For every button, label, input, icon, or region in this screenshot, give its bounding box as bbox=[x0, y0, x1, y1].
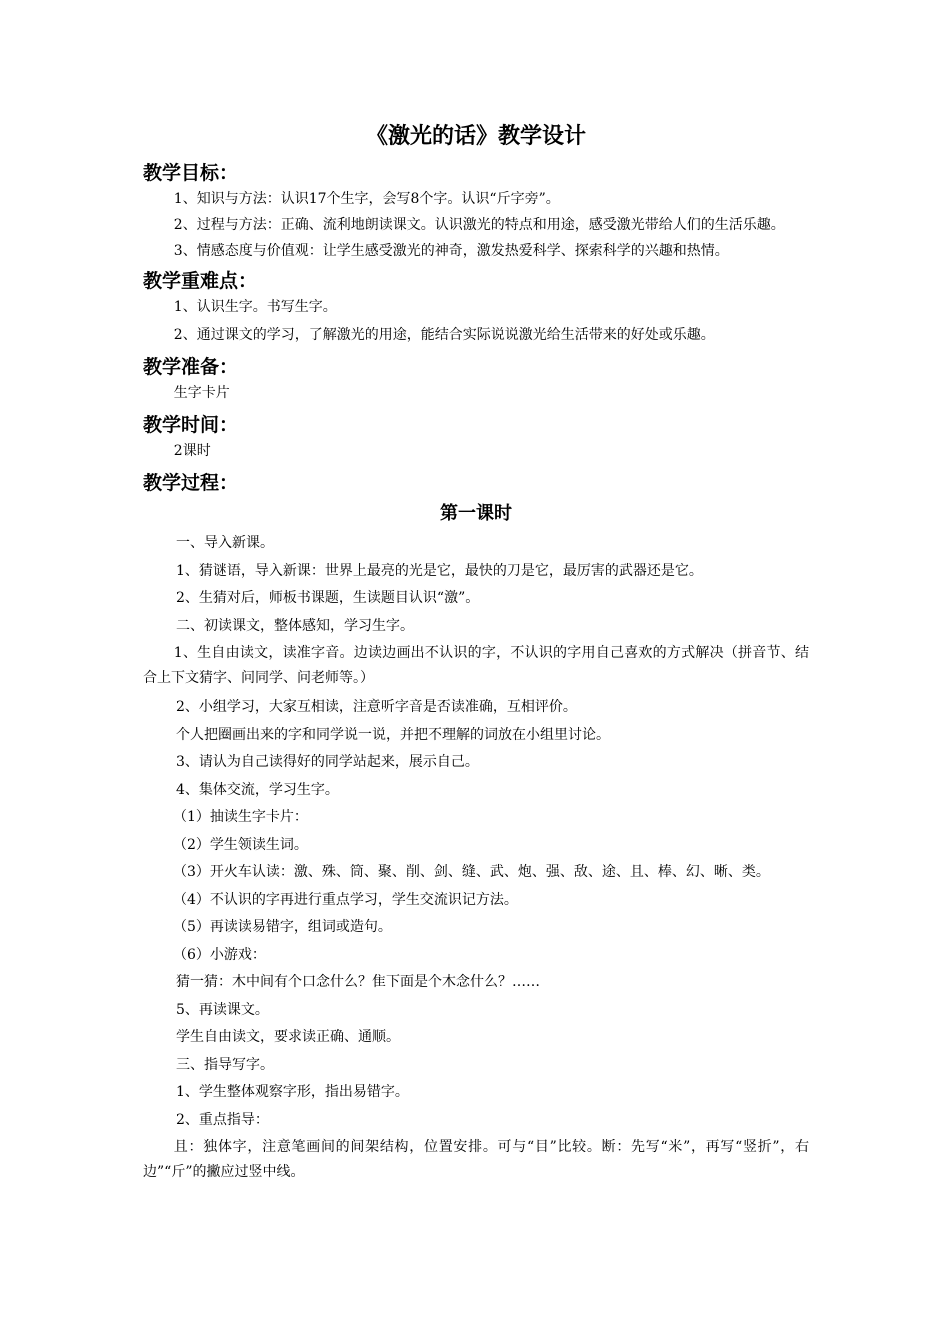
process-line: 3、请认为自己读得好的同学站起来，展示自己。 bbox=[176, 754, 479, 770]
preparation-text: 生字卡片 bbox=[173, 385, 230, 401]
process-line: （4）不认识的字再进行重点学习，学生交流识记方法。 bbox=[173, 891, 518, 908]
process-line: 2、小组学习，大家互相读，注意听字音是否读准确，互相评价。 bbox=[176, 699, 577, 715]
preparation-heading: 教学准备： bbox=[143, 356, 239, 378]
process-line: （5）再读读易错字，组词或造句。 bbox=[173, 919, 392, 935]
process-line: （6）小游戏： bbox=[173, 946, 266, 963]
goals-heading: 教学目标： bbox=[143, 162, 239, 184]
process-line: 2、生猜对后，师板书课题，生读题目认识“激”。 bbox=[176, 590, 480, 606]
process-line: 猜一猜：木中间有个口念什么？隹下面是个木念什么？…… bbox=[176, 974, 540, 990]
process-heading: 教学过程： bbox=[143, 472, 239, 494]
process-line: 4、集体交流，学习生字。 bbox=[176, 781, 339, 798]
process-line: 1、猜谜语，导入新课：世界上最亮的光是它，最快的刀是它，最厉害的武器还是它。 bbox=[176, 562, 703, 579]
process-line: 1、学生整体观察字形，指出易错字。 bbox=[176, 1084, 409, 1100]
process-line: （1）抽读生字卡片： bbox=[173, 809, 308, 825]
key-point-item: 1、认识生字。书写生字。 bbox=[173, 299, 337, 315]
process-line: （3）开火车认读：激、殊、筒、聚、削、剑、缝、武、炮、强、敌、途、且、棒、幻、晰、类。 bbox=[173, 864, 770, 880]
time-heading: 教学时间： bbox=[143, 414, 239, 436]
key-points-heading: 教学重难点： bbox=[143, 270, 258, 292]
goal-item: 2、过程与方法：正确、流利地朗读课文。认识激光的特点和用途，感受激光带给人们的生活乐趣。 bbox=[173, 217, 785, 233]
process-line: 5、再读课文。 bbox=[176, 1001, 269, 1018]
process-line: 个人把圈画出来的字和同学说一说，并把不理解的词放在小组里讨论。 bbox=[176, 726, 610, 743]
key-point-item: 2、通过课文的学习，了解激光的用途，能结合实际说说激光给生活带来的好处或乐趣。 bbox=[173, 327, 715, 343]
process-line: 1、生自由读文，读准字音。边读边画出不认识的字，不认识的字用自己喜欢的方式解决（拼音节、结合上下文猜字、问同学、问老师等。） bbox=[143, 645, 809, 686]
process-line: （2）学生领读生词。 bbox=[173, 836, 308, 853]
process-line: 三、指导写字。 bbox=[176, 1056, 274, 1073]
goal-item: 3、情感态度与价值观：让学生感受激光的神奇，激发热爱科学、探索科学的兴趣和热情。 bbox=[173, 243, 729, 259]
time-text: 2课时 bbox=[173, 443, 211, 459]
process-line: 学生自由读文，要求读正确、通顺。 bbox=[176, 1029, 400, 1045]
process-line: 二、初读课文，整体感知，学习生字。 bbox=[176, 617, 414, 634]
lesson-title: 第一课时 bbox=[440, 503, 512, 524]
document-page bbox=[143, 120, 809, 1185]
process-line: 一、导入新课。 bbox=[176, 535, 274, 551]
goal-item: 1、知识与方法：认识17个生字，会写8个字。认识“斤字旁”。 bbox=[173, 191, 560, 207]
document-title: 《激光的话》教学设计 bbox=[365, 124, 586, 149]
process-line: 2、重点指导： bbox=[176, 1111, 269, 1128]
process-line: 且：独体字，注意笔画间的间架结构，位置安排。可与“目”比较。断：先写“米”，再写“竖折”，右边”“斤”的撇应过竖中线。 bbox=[143, 1139, 809, 1180]
